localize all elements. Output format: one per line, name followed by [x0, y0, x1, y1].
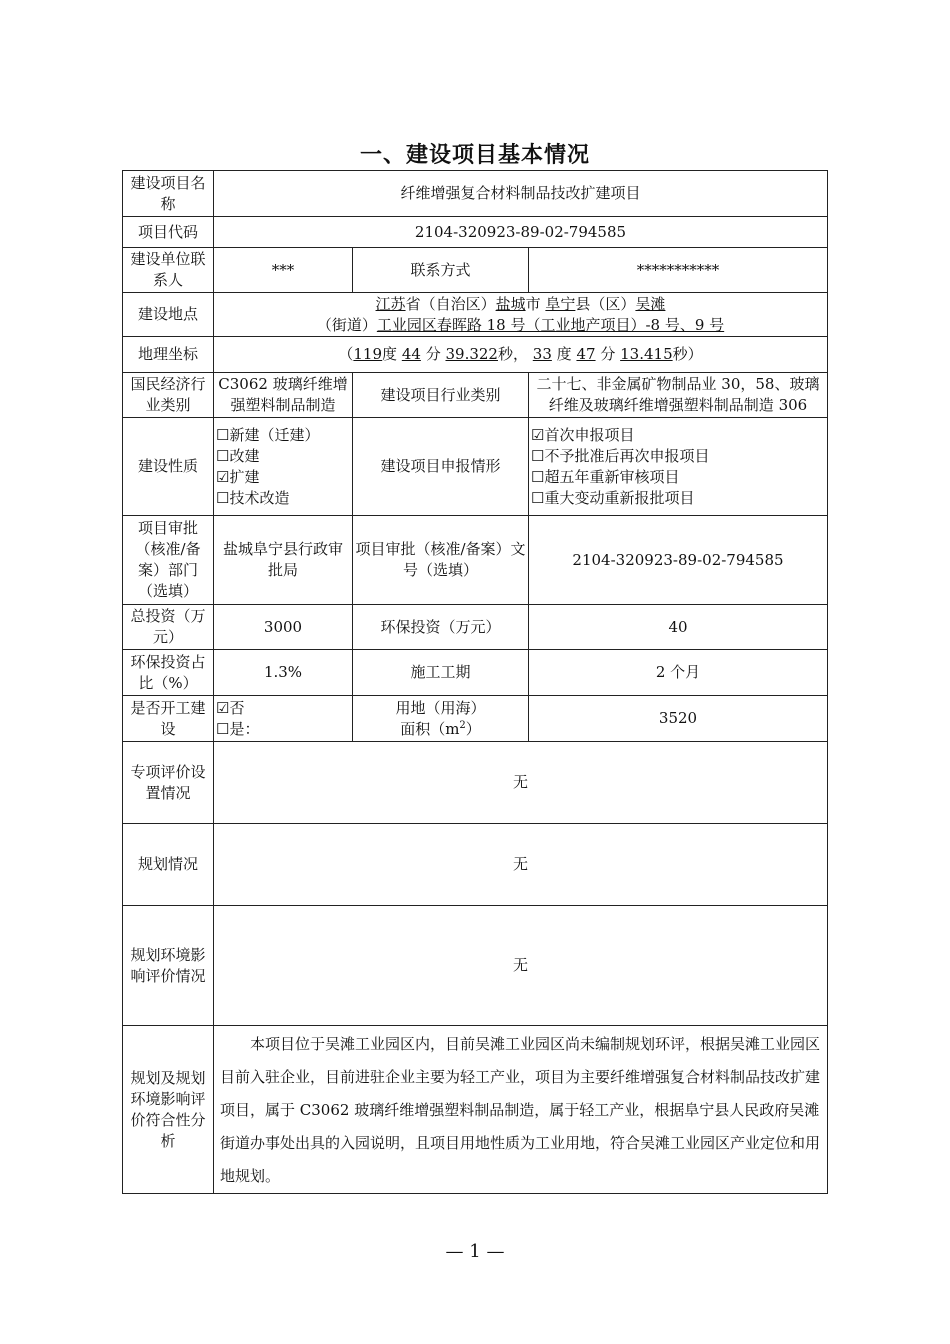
conformity-text: 本项目位于吴滩工业园区内，目前吴滩工业园区尚未编制规划环评，根据吴滩工业园区目前入驻企业，目前进驻企业主要为轻工产业，项目为主要纤维增强复合材料制品技改扩建项目，属于 C3062 玻璃纤维增强塑料制品制造，属于轻工产业，根据阜宁县人民政府吴滩街道办事处出具的入园说明，且项目用地性质为工业用地，符合吴滩工业园区产业定位和用地规划。 — [220, 1035, 821, 1185]
contact-value: *** — [214, 248, 353, 293]
row-location — [123, 293, 828, 337]
lat-minutes: 47 — [576, 345, 596, 363]
lon-degree-unit: 度 — [382, 345, 398, 363]
land-area-value: 3520 — [529, 696, 828, 742]
row-planning — [123, 824, 828, 906]
lat-degrees: 33 — [532, 345, 552, 363]
land-area-label-line1: 用地（用海） — [395, 698, 486, 717]
row-conformity — [123, 1026, 828, 1194]
option-re-review-five-years[interactable]: ☐超五年重新审核项目 — [531, 467, 680, 486]
project-name-label: 建设项目名称 — [123, 171, 214, 217]
project-name-value: 纤维增强复合材料制品技改扩建项目 — [214, 171, 828, 217]
coords-open: （ — [338, 345, 354, 363]
location-street-suffix: （街道） — [316, 315, 377, 334]
project-industry-label: 建设项目行业类别 — [353, 373, 529, 418]
page-number: — 1 — — [445, 1241, 505, 1262]
row-industry — [123, 373, 828, 418]
row-coordinates — [123, 337, 828, 373]
nature-label: 建设性质 — [123, 418, 214, 516]
row-project-name — [123, 171, 828, 217]
lon-second-unit: 秒， — [497, 345, 528, 363]
coords-close: 秒） — [672, 345, 703, 363]
location-label: 建设地点 — [123, 293, 214, 337]
row-planning-env — [123, 906, 828, 1026]
project-info-table — [122, 170, 828, 1194]
nature-options — [214, 418, 353, 516]
env-ratio-label: 环保投资占比（%） — [123, 650, 214, 696]
lon-minute-unit: 分 — [425, 345, 441, 363]
row-started — [123, 696, 828, 742]
option-started[interactable]: ☐是： — [216, 719, 260, 738]
apply-situation-options — [529, 418, 828, 516]
option-new-build[interactable]: ☐新建（迁建） — [216, 425, 320, 444]
industry-value: C3062 玻璃纤维增强塑料制品制造 — [214, 373, 353, 418]
location-province: 江苏 — [375, 294, 406, 313]
industry-label: 国民经济行业类别 — [123, 373, 214, 418]
planning-value: 无 — [214, 824, 828, 906]
option-tech-upgrade[interactable]: ☐技术改造 — [216, 488, 290, 507]
env-investment-label: 环保投资（万元） — [353, 605, 529, 650]
lat-degree-unit: 度 — [556, 345, 572, 363]
contact-label: 建设单位联系人 — [123, 248, 214, 293]
location-city-suffix: 市 — [525, 294, 541, 313]
project-industry-value: 二十七、非金属矿物制品业 30，58、玻璃纤维及玻璃纤维增强塑料制品制造 306 — [529, 373, 828, 418]
location-city: 盐城 — [495, 294, 526, 313]
contact-method-label: 联系方式 — [353, 248, 529, 293]
conformity-label: 规划及规划环境影响评价符合性分析 — [123, 1026, 214, 1194]
planning-env-label: 规划环境影响评价情况 — [123, 906, 214, 1026]
planning-env-value: 无 — [214, 906, 828, 1026]
option-not-started[interactable]: ☑否 — [216, 698, 245, 717]
row-contact — [123, 248, 828, 293]
started-options — [214, 696, 353, 742]
location-value — [214, 293, 828, 337]
row-investment — [123, 605, 828, 650]
construction-period-label: 施工工期 — [353, 650, 529, 696]
total-investment-value: 3000 — [214, 605, 353, 650]
project-code-label: 项目代码 — [123, 217, 214, 248]
contact-method-value: *********** — [529, 248, 828, 293]
row-special-evaluation — [123, 742, 828, 824]
lat-minute-unit: 分 — [600, 345, 616, 363]
lon-minutes: 44 — [401, 345, 421, 363]
row-nature — [123, 418, 828, 516]
location-town: 吴滩 — [635, 294, 666, 313]
env-ratio-value: 1.3% — [214, 650, 353, 696]
planning-label: 规划情况 — [123, 824, 214, 906]
land-area-label-line2: 面积$(m^2)$ — [400, 719, 481, 738]
construction-period-value: 2 个月 — [529, 650, 828, 696]
lat-seconds: 13.415 — [620, 345, 673, 363]
total-investment-label: 总投资（万元） — [123, 605, 214, 650]
special-eval-value: 无 — [214, 742, 828, 824]
approval-doc-label: 项目审批（核准/备案）文号（选填） — [353, 516, 529, 605]
project-code-value: 2104-320923-89-02-794585 — [214, 217, 828, 248]
row-project-code — [123, 217, 828, 248]
approval-dept-label: 项目审批（核准/备案）部门（选填） — [123, 516, 214, 605]
lon-degrees: 119 — [353, 345, 383, 363]
apply-situation-label: 建设项目申报情形 — [353, 418, 529, 516]
conformity-text-cell — [214, 1026, 828, 1194]
option-rebuild[interactable]: ☐改建 — [216, 446, 260, 465]
page-title: 一、建设项目基本情况 — [359, 143, 590, 168]
location-county-suffix: 县（区） — [575, 294, 636, 313]
approval-dept-value: 盐城阜宁县行政审批局 — [214, 516, 353, 605]
row-ratio — [123, 650, 828, 696]
special-eval-label: 专项评价设置情况 — [123, 742, 214, 824]
env-investment-value: 40 — [529, 605, 828, 650]
option-expansion[interactable]: ☑扩建 — [216, 467, 260, 486]
option-major-change[interactable]: ☐重大变动重新报批项目 — [531, 488, 695, 507]
started-label: 是否开工建设 — [123, 696, 214, 742]
land-area-label — [353, 696, 529, 742]
location-province-suffix: 省（自治区） — [405, 294, 496, 313]
option-first-application[interactable]: ☑首次申报项目 — [531, 425, 635, 444]
coords-label: 地理坐标 — [123, 337, 214, 373]
option-reapply-after-rejection[interactable]: ☐不予批准后再次申报项目 — [531, 446, 710, 465]
row-approval — [123, 516, 828, 605]
location-county: 阜宁 — [545, 294, 576, 313]
location-address: 工业园区春晖路 18 号（工业地产项目）-8 号、9 号 — [376, 315, 725, 334]
lon-seconds: 39.322 — [445, 345, 498, 363]
coords-value — [214, 337, 828, 373]
approval-doc-value: 2104-320923-89-02-794585 — [529, 516, 828, 605]
